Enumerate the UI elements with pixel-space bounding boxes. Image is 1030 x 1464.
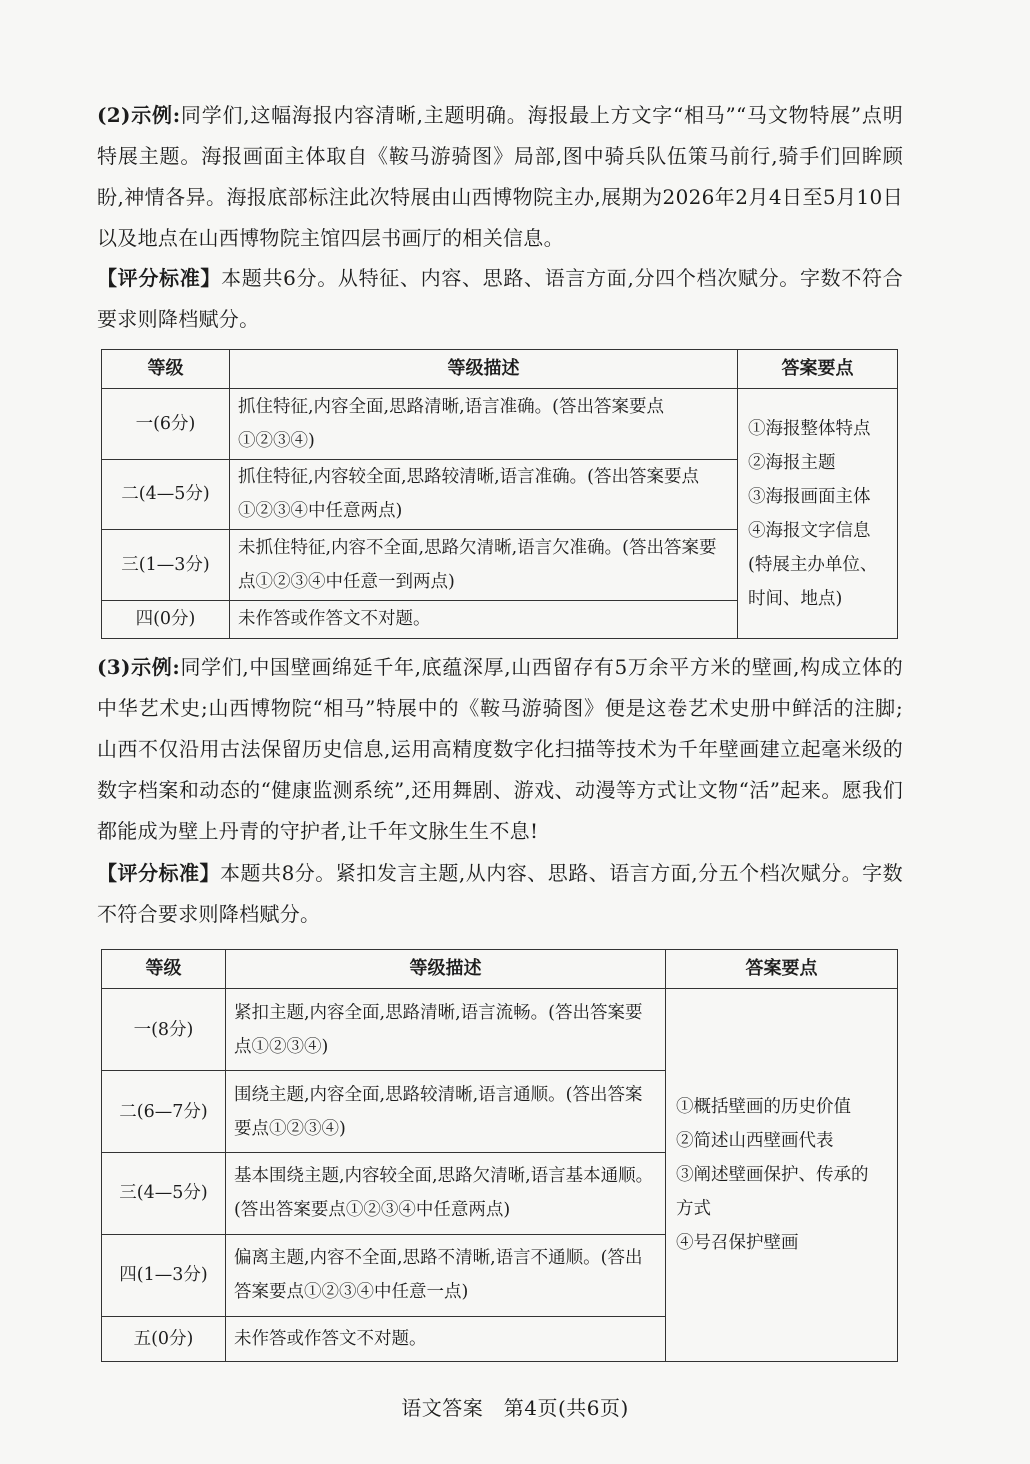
q3-scoring-text: 本题共8分。紧扣发言主题,从内容、思路、语言方面,分五个档次赋分。字数不符合要求则降档赋分。 [97,861,903,926]
answer-points [738,389,898,639]
grade-description: 围绕主题,内容全面,思路较清晰,语言通顺。(答出答案要点①②③④) [226,1071,666,1153]
answer-point: ③海报画面主体 [748,486,871,507]
q2-text: 同学们,这幅海报内容清晰,主题明确。海报最上方文字“相马”“马文物特展”点明特展主题。海报画面主体取自《鞍马游骑图》局部,图中骑兵队伍策马前行,骑手们回眸顾盼,神情各异。海报底部标注此次特展由山西博物院主办,展期为2026年2月4日至5月10日以及地点在山西博物院主馆四层书画厅的相关信息。 [97,103,903,250]
grade-description: 抓住特征,内容较全面,思路较清晰,语言准确。(答出答案要点①②③④中任意两点) [230,459,738,529]
grade-level: 三(4—5分) [102,1152,226,1234]
q3-scoring [97,853,903,935]
grade-level: 四(1—3分) [102,1234,226,1316]
grade-description: 抓住特征,内容全面,思路清晰,语言准确。(答出答案要点①②③④) [230,389,738,459]
table-header-row [102,350,898,389]
q3-text: 同学们,中国壁画绵延千年,底蕴深厚,山西留存有5万余平方米的壁画,构成立体的中华艺术史;山西博物院“相马”特展中的《鞍马游骑图》便是这卷艺术史册中鲜活的注脚;山西不仅沿用古法保留历史信息,运用高精度数字化扫描等技术为千年壁画建立起毫米级的数字档案和动态的“健康监测系统”,还用舞剧、游戏、动漫等方式让文物“活”起来。愿我们都能成为壁上丹青的守护者,让千年文脉生生不息! [97,655,903,843]
grade-description: 偏离主题,内容不全面,思路不清晰,语言不通顺。(答出答案要点①②③④中任意一点) [226,1234,666,1316]
header-description: 等级描述 [226,950,666,989]
answer-point: ②海报主题 [748,452,836,473]
q2-label: (2)示例: [97,103,181,127]
header-level: 等级 [102,350,230,389]
q3-answer [97,647,903,852]
q2-answer [97,95,903,259]
q2-scoring-label: 【评分标准】 [97,266,222,290]
grade-level: 一(6分) [102,389,230,459]
answer-points [666,989,898,1362]
answer-point: (特展主办单位、 [748,554,878,575]
header-level: 等级 [102,950,226,989]
table-header-row [102,950,898,989]
grade-level: 三(1—3分) [102,530,230,600]
answer-point: ②简述山西壁画代表 [676,1131,834,1152]
table-row [102,389,898,459]
answer-point: ④号召保护壁画 [676,1233,799,1254]
grade-level: 一(8分) [102,989,226,1071]
answer-point: ④海报文字信息 [748,520,871,541]
answer-point: ③阐述壁画保护、传承的 [676,1165,869,1186]
grade-description: 未作答或作答文不对题。 [230,600,738,638]
grade-description: 未抓住特征,内容不全面,思路欠清晰,语言欠准确。(答出答案要点①②③④中任意一到两点) [230,530,738,600]
grading-table-q3 [101,949,898,1362]
page-footer: 语文答案 第4页(共6页) [401,1396,629,1420]
grade-level: 四(0分) [102,600,230,638]
grading-table-q2 [101,349,898,639]
answer-point: ①概括壁画的历史价值 [676,1097,851,1118]
answer-point: 方式 [676,1199,711,1220]
grade-level: 二(6—7分) [102,1071,226,1153]
grade-description: 未作答或作答文不对题。 [226,1316,666,1362]
header-points: 答案要点 [666,950,898,989]
q2-scoring-text: 本题共6分。从特征、内容、思路、语言方面,分四个档次赋分。字数不符合要求则降档赋分。 [97,266,903,331]
grade-description: 紧扣主题,内容全面,思路清晰,语言流畅。(答出答案要点①②③④) [226,989,666,1071]
q3-scoring-label: 【评分标准】 [97,861,221,885]
header-points: 答案要点 [738,350,898,389]
grade-level: 五(0分) [102,1316,226,1362]
q3-label: (3)示例: [97,655,181,679]
q2-scoring [97,258,903,340]
grade-level: 二(4—5分) [102,459,230,529]
answer-point: 时间、地点) [748,588,843,609]
header-description: 等级描述 [230,350,738,389]
grade-description: 基本围绕主题,内容较全面,思路欠清晰,语言基本通顺。(答出答案要点①②③④中任意两点) [226,1152,666,1234]
table-row [102,989,898,1071]
answer-point: ①海报整体特点 [748,418,871,439]
